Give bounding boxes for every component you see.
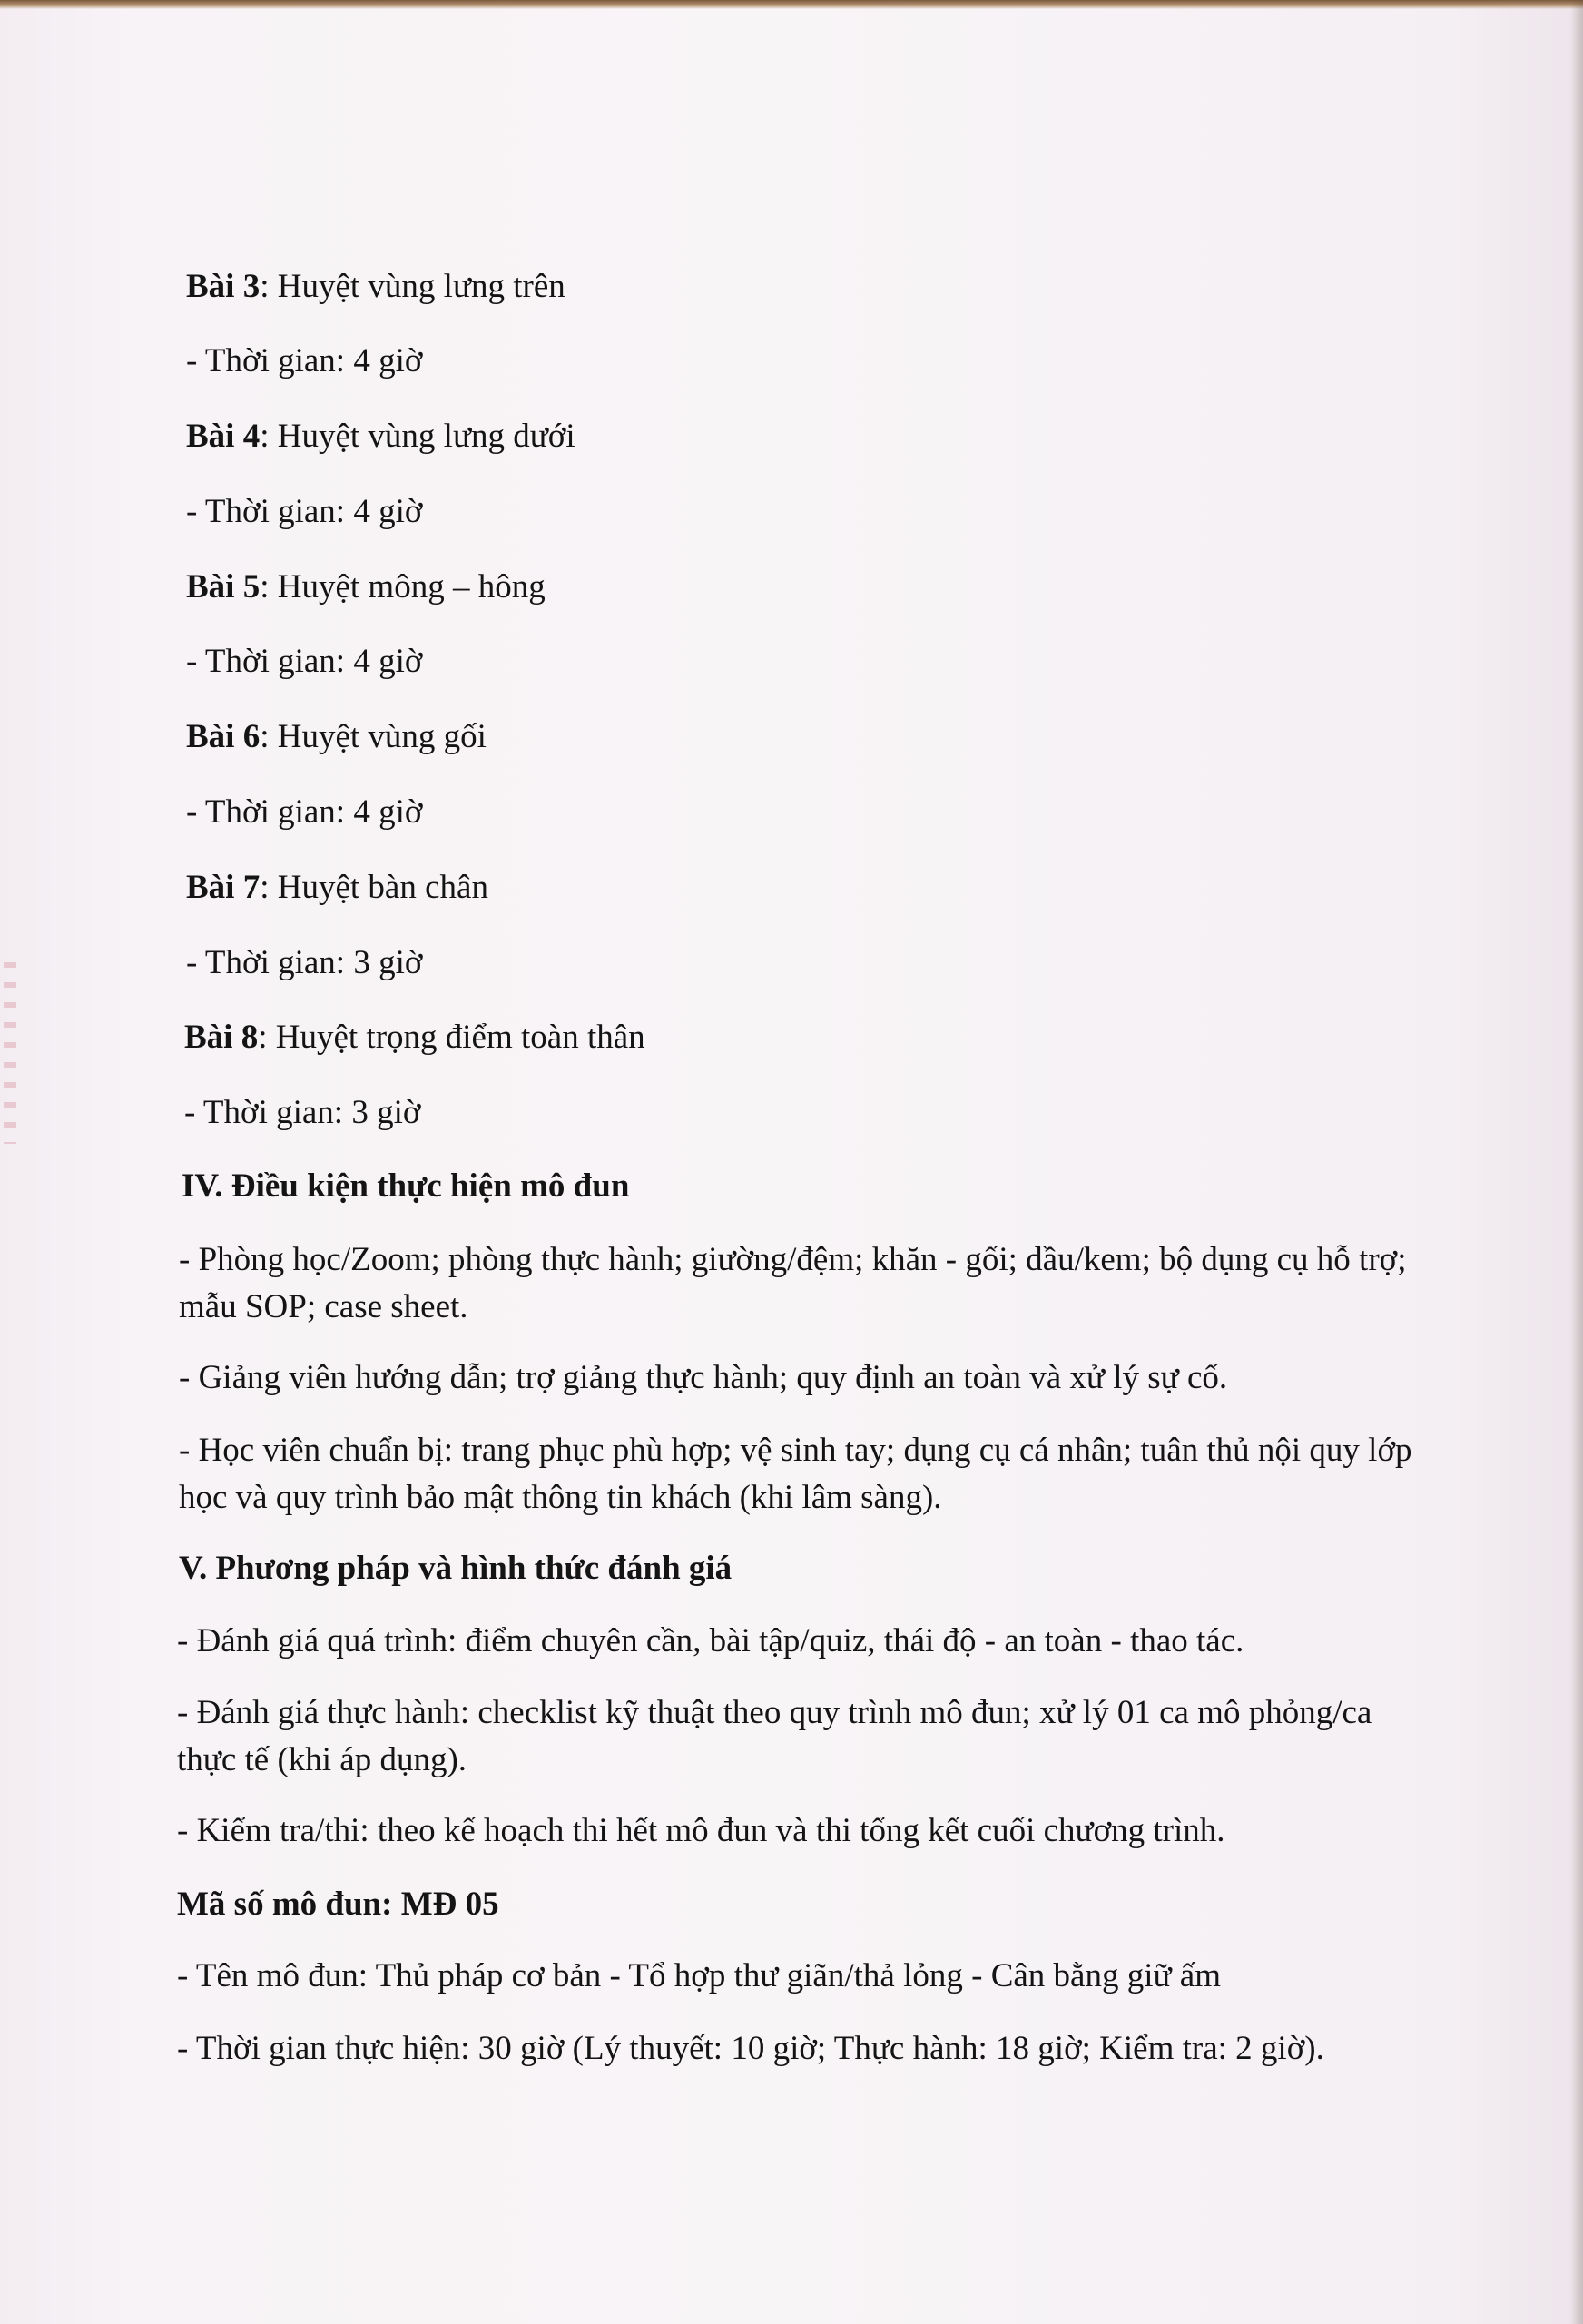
lesson-5-time: - Thời gian: 4 giờ bbox=[186, 643, 423, 680]
lesson-8-time: - Thời gian: 3 giờ bbox=[184, 1094, 421, 1131]
section-5-item-1: - Đánh giá quá trình: điểm chuyên cần, bài tập/quiz, thái độ - an toàn - thao tác. bbox=[177, 1622, 1244, 1659]
module-duration: - Thời gian thực hiện: 30 giờ (Lý thuyết: 10 giờ; Thực hành: 18 giờ; Kiểm tra: 2 giờ). bbox=[177, 2030, 1324, 2067]
lesson-number: Bài 4 bbox=[186, 418, 261, 455]
lesson-6-title bbox=[186, 714, 487, 761]
module-name: - Tên mô đun: Thủ pháp cơ bản - Tổ hợp thư giãn/thả lỏng - Cân bằng giữ ấm bbox=[177, 1957, 1221, 1994]
lesson-3-title bbox=[186, 263, 565, 310]
section-5-item-3: - Kiểm tra/thi: theo kế hoạch thi hết mô đun và thi tổng kết cuối chương trình. bbox=[177, 1812, 1225, 1849]
lesson-name: : Huyệt vùng lưng trên bbox=[260, 268, 565, 305]
lesson-number: Bài 3 bbox=[186, 268, 261, 305]
lesson-number: Bài 7 bbox=[186, 869, 261, 906]
lesson-6-time: - Thời gian: 4 giờ bbox=[186, 793, 423, 831]
section-5-item-2: - Đánh giá thực hành: checklist kỹ thuật theo quy trình mô đun; xử lý 01 ca mô phỏng/ca thực tế (khi áp dụng). bbox=[177, 1694, 1372, 1778]
section-4-item-1: - Phòng học/Zoom; phòng thực hành; giường/đệm; khăn - gối; dầu/kem; bộ dụng cụ hỗ trợ; mẫu SOP; case sheet. bbox=[179, 1241, 1407, 1325]
section-4-item-3: - Học viên chuẩn bị: trang phục phù hợp; vệ sinh tay; dụng cụ cá nhân; tuân thủ nội quy lớp học và quy trình bảo mật thông tin khách (khi lâm sàng). bbox=[179, 1432, 1412, 1516]
lesson-3-time: - Thời gian: 4 giờ bbox=[186, 342, 423, 379]
lesson-8-title bbox=[184, 1014, 645, 1061]
lesson-5-title bbox=[186, 564, 546, 611]
module-code-heading: Mã số mô đun: MĐ 05 bbox=[177, 1886, 499, 1923]
section-4-heading: IV. Điều kiện thực hiện mô đun bbox=[182, 1167, 630, 1205]
lesson-number: Bài 5 bbox=[186, 568, 261, 606]
section-4-item-2: - Giảng viên hướng dẫn; trợ giảng thực hành; quy định an toàn và xử lý sự cố. bbox=[179, 1359, 1228, 1396]
lesson-7-title bbox=[186, 864, 488, 911]
lesson-4-time: - Thời gian: 4 giờ bbox=[186, 493, 423, 530]
section-5-heading: V. Phương pháp và hình thức đánh giá bbox=[179, 1550, 733, 1587]
lesson-number: Bài 6 bbox=[186, 718, 261, 755]
lesson-name: : Huyệt vùng lưng dưới bbox=[260, 418, 575, 455]
lesson-number: Bài 8 bbox=[184, 1019, 259, 1056]
lesson-name: : Huyệt bàn chân bbox=[260, 869, 488, 906]
lesson-name: : Huyệt vùng gối bbox=[260, 718, 487, 755]
lesson-7-time: - Thời gian: 3 giờ bbox=[186, 944, 423, 981]
lesson-4-title bbox=[186, 413, 575, 460]
lesson-name: : Huyệt mông – hông bbox=[260, 568, 546, 606]
lesson-name: : Huyệt trọng điểm toàn thân bbox=[258, 1019, 645, 1056]
